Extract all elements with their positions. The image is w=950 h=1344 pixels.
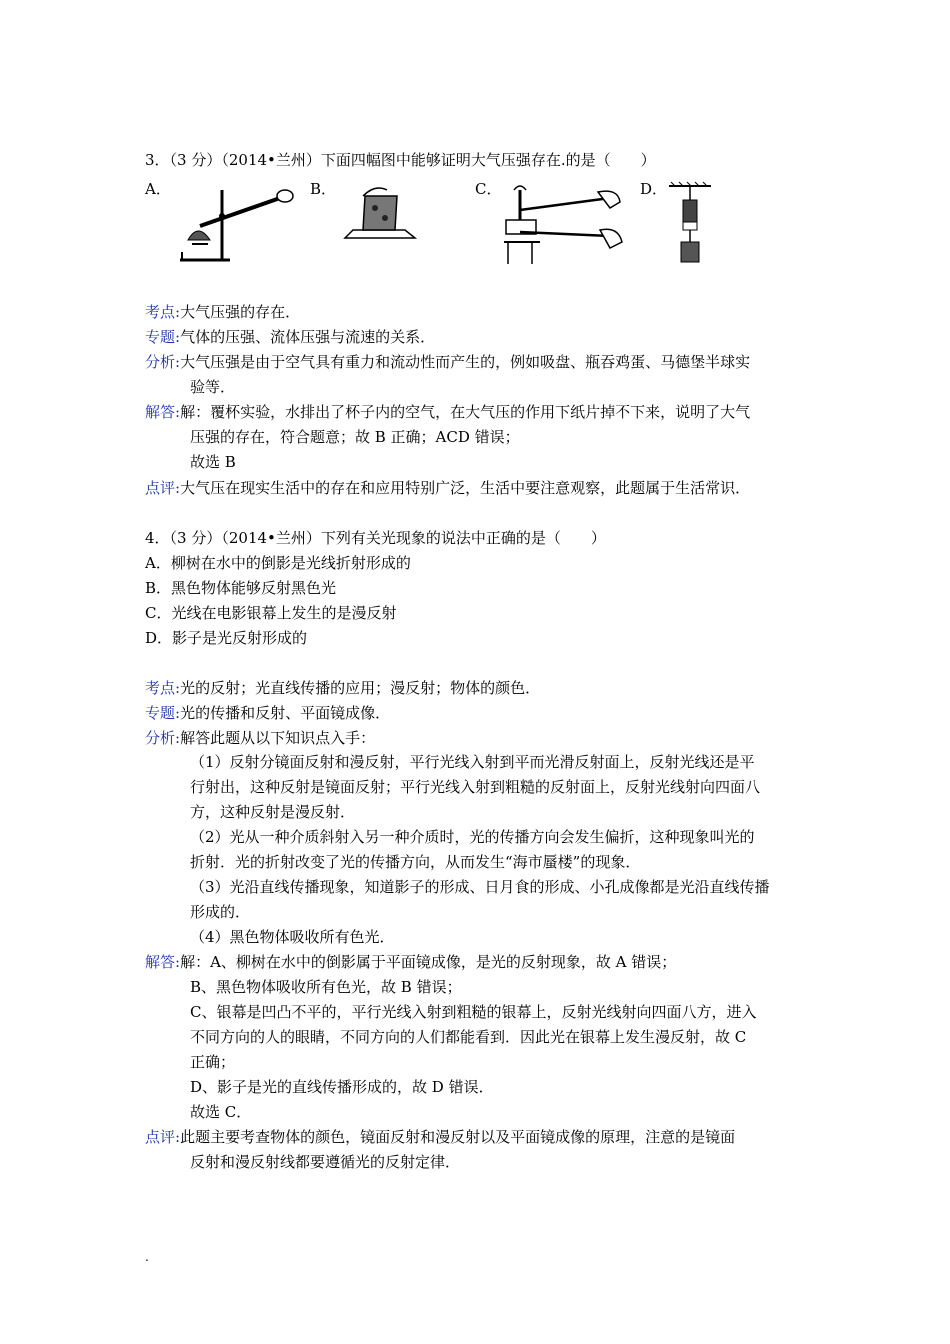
- q3-jieda: [145, 402, 750, 422]
- q4-zhuanti: [145, 703, 390, 723]
- q4-option-c: C．光线在电影银幕上发生的是漫反射: [145, 604, 397, 622]
- q4-jieda-line: C、银幕是凹凸不平的，平行光线入射到粗糙的银幕上，反射光线射向四面八方，进入: [190, 1003, 757, 1021]
- q3-option-d-label: D．: [640, 180, 668, 198]
- q4-jieda-line: 正确；: [190, 1053, 236, 1071]
- q3-jieda-line: 压强的存在，符合题意；故 B 正确；ACD 错误；: [190, 428, 520, 446]
- q4-zhuanti-text: 光的传播和反射、平面镜成像．: [180, 704, 391, 722]
- q4-kaodian-text: 光的反射；光直线传播的应用；漫反射；物体的颜色．: [180, 679, 541, 697]
- footer-mark: .: [145, 1250, 149, 1264]
- q4-jieda-line: 解：A、柳树在水中的倒影属于平面镜成像，是光的反射现象，故 A 错误；: [180, 953, 677, 971]
- q3-kaodian-text: 大气压强的存在．: [180, 303, 301, 321]
- fenxi-label: 分析:: [145, 353, 181, 371]
- q4-fenxi-line: （3）光沿直线传播现象，知道影子的形成、日月食的形成、小孔成像都是光沿直线传播: [190, 878, 770, 896]
- kaodian-label: 考点:: [145, 303, 181, 321]
- figure-c-magdeburg-hemispheres: [500, 180, 630, 268]
- q4-dianping-line: 此题主要考查物体的颜色，镜面反射和漫反射以及平面镜成像的原理，注意的是镜面: [180, 1128, 736, 1146]
- q4-dianping: [145, 1127, 735, 1147]
- q4-option-b: B．黑色物体能够反射黑色光: [145, 579, 337, 597]
- q4-jieda: [145, 952, 676, 972]
- zhuanti-label: 专题:: [145, 704, 181, 722]
- q4-fenxi-line: （1）反射分镜面反射和漫反射，平行光线入射到平而光滑反射面上，反射光线还是平: [190, 753, 755, 771]
- figure-d-hanging-weights: [665, 180, 715, 270]
- q4-dianping-line: 反射和漫反射线都要遵循光的反射定律．: [190, 1153, 461, 1171]
- q4-fenxi-line: 形成的．: [190, 903, 251, 921]
- figure-a-retort-stand: [170, 182, 300, 268]
- dianping-label: 点评:: [145, 1128, 181, 1146]
- q3-option-c-label: C．: [475, 180, 502, 198]
- q4-fenxi: [145, 728, 375, 748]
- q4-fenxi-line: （4）黑色物体吸收所有色光．: [190, 928, 395, 946]
- q3-zhuanti-text: 气体的压强、流体压强与流速的关系．: [180, 328, 436, 346]
- jieda-label: 解答:: [145, 403, 181, 421]
- q4-jieda-line: 不同方向的人的眼睛，不同方向的人们都能看到．因此光在银幕上发生漫反射，故 C: [190, 1028, 747, 1046]
- q4-stem: 4．（3 分）（2014•兰州）下列有关光现象的说法中正确的是（ ）: [145, 529, 606, 547]
- q4-fenxi-intro: 解答此题从以下知识点入手：: [180, 729, 376, 747]
- q3-stem: 3．（3 分）（2014•兰州）下面四幅图中能够证明大气压强存在.的是（ ）: [145, 151, 656, 169]
- dianping-label: 点评:: [145, 479, 181, 497]
- q3-zhuanti: [145, 327, 435, 347]
- q4-option-a: A．柳树在水中的倒影是光线折射形成的: [145, 554, 411, 572]
- q4-jieda-line: D、影子是光的直线传播形成的，故 D 错误．: [190, 1078, 494, 1096]
- q3-dianping: [145, 478, 750, 498]
- q4-fenxi-line: 折射．光的折射改变了光的传播方向，从而发生“海市蜃楼”的现象．: [190, 853, 641, 871]
- q3-fenxi: [145, 352, 750, 372]
- figure-b-cup-experiment: [335, 182, 425, 246]
- q4-jieda-line: 故选 C．: [190, 1103, 252, 1121]
- q3-option-b-label: B．: [310, 180, 337, 198]
- q3-fenxi-line: 大气压强是由于空气具有重力和流动性而产生的，例如吸盘、瓶吞鸡蛋、马德堡半球实: [180, 353, 751, 371]
- kaodian-label: 考点:: [145, 679, 181, 697]
- q4-fenxi-line: 方，这种反射是漫反射．: [190, 803, 356, 821]
- q3-kaodian: [145, 302, 300, 322]
- q3-jieda-line: 故选 B: [190, 453, 236, 471]
- q4-fenxi-line: 行射出，这种反射是镜面反射；平行光线入射到粗糙的反射面上，反射光线射向四面八: [190, 778, 761, 796]
- q3-jieda-line: 解：覆杯实验，水排出了杯子内的空气，在大气压的作用下纸片掉不下来，说明了大气: [180, 403, 751, 421]
- q3-option-a-label: A．: [145, 180, 171, 198]
- jieda-label: 解答:: [145, 953, 181, 971]
- q3-dianping-text: 大气压在现实生活中的存在和应用特别广泛，生活中要注意观察，此题属于生活常识．: [180, 479, 751, 497]
- fenxi-label: 分析:: [145, 729, 181, 747]
- zhuanti-label: 专题:: [145, 328, 181, 346]
- q3-fenxi-line: 验等．: [190, 378, 236, 396]
- q4-kaodian: [145, 678, 540, 698]
- q4-option-d: D．影子是光反射形成的: [145, 629, 308, 647]
- q4-jieda-line: B、黑色物体吸收所有色光，故 B 错误；: [190, 978, 462, 996]
- q4-fenxi-line: （2）光从一种介质斜射入另一种介质时，光的传播方向会发生偏折，这种现象叫光的: [190, 828, 755, 846]
